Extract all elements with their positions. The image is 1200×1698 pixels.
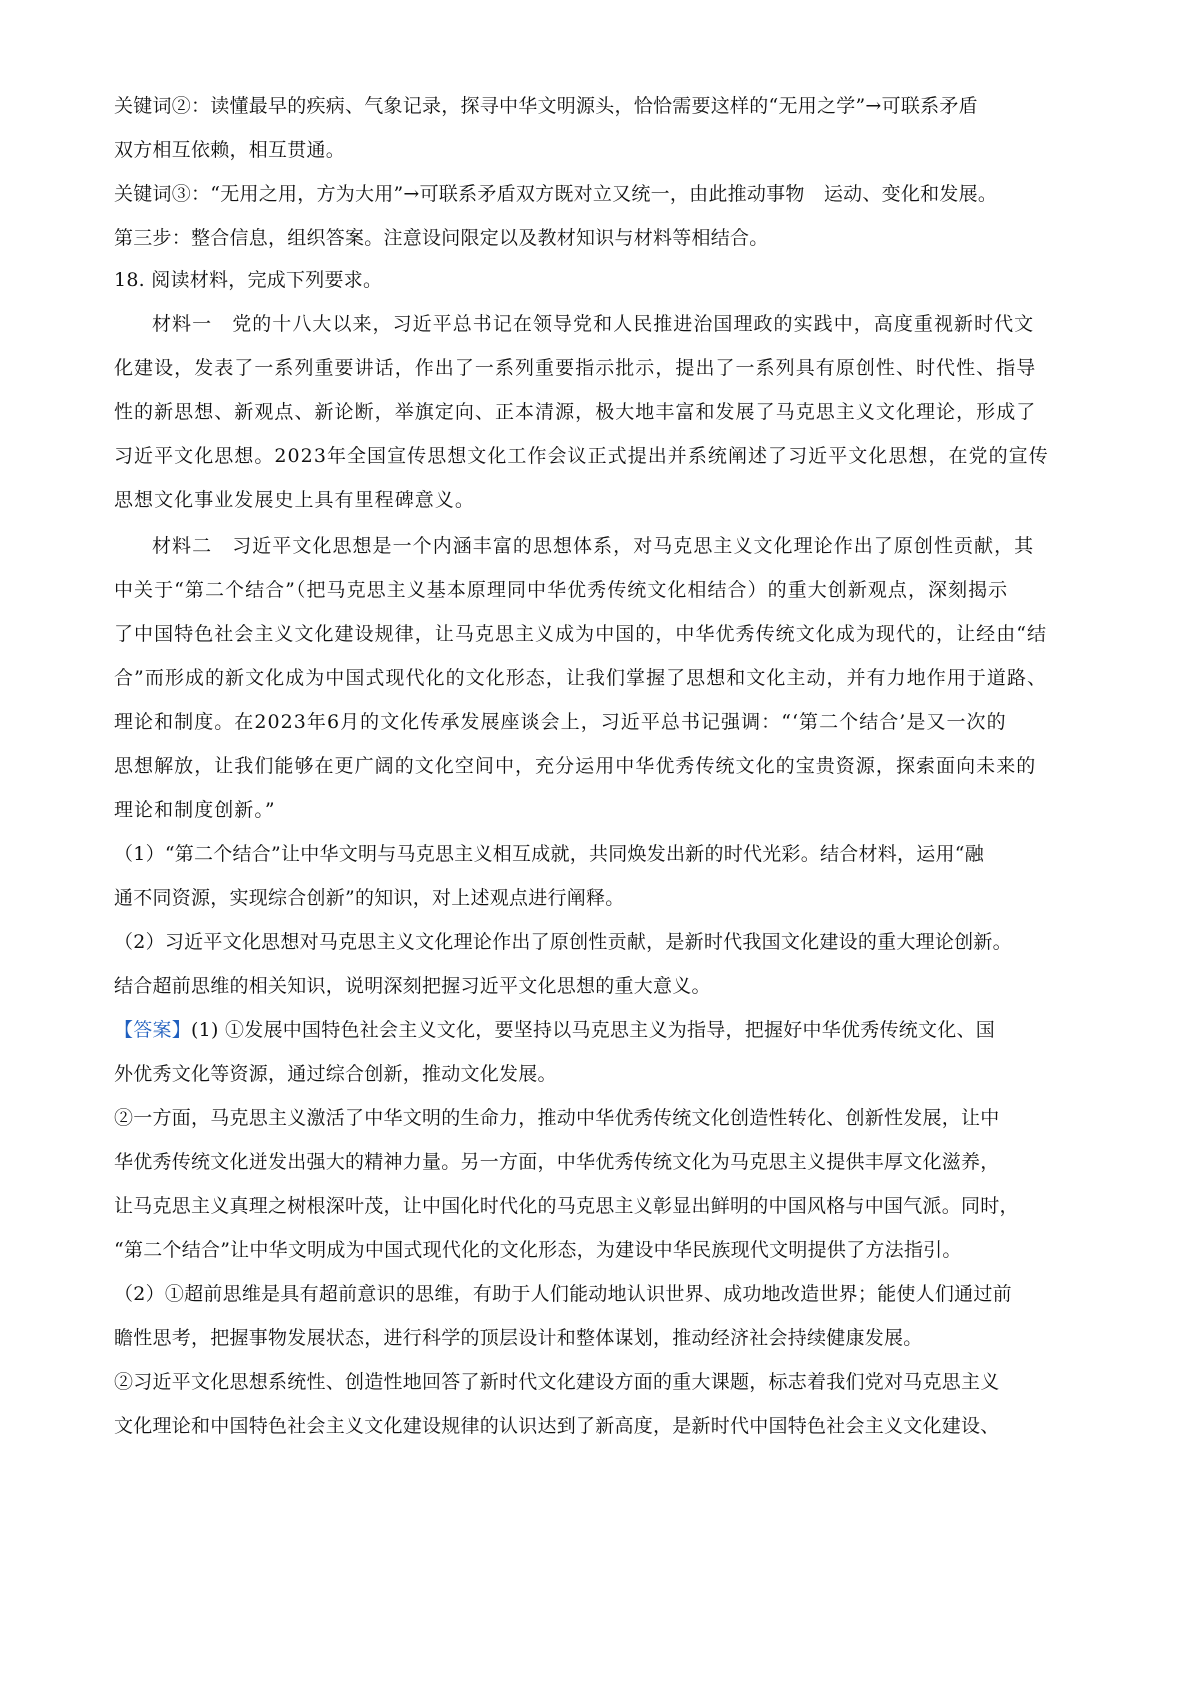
material-2-line: 理论和制度创新。” (114, 799, 276, 821)
material-1-line: 习近平文化思想。2023年全国宣传思想文化工作会议正式提出并系统阐述了习近平文化思想，在党的宣传 (114, 445, 1049, 467)
answer-1-line: ②一方面，马克思主义激活了中华文明的生命力，推动中华优秀传统文化创造性转化、创新性发展，让中 (114, 1107, 1000, 1129)
answer-1-line: 华优秀传统文化迸发出强大的精神力量。另一方面，中华优秀传统文化为马克思主义提供丰厚文化滋养， (114, 1151, 1000, 1173)
answer-tag: 【答案】 (114, 1019, 192, 1041)
material-2-line: 了中国特色社会主义文化建设规律，让马克思主义成为中国的，中华优秀传统文化成为现代的，让经由“结 (114, 623, 1048, 645)
material-2-line: 材料二 习近平文化思想是一个内涵丰富的思想体系，对马克思主义文化理论作出了原创性贡献，其 (152, 535, 1035, 557)
step-3: 第三步：整合信息，组织答案。注意设问限定以及教材知识与材料等相结合。 (114, 227, 769, 249)
answer-2-line: 瞻性思考，把握事物发展状态，进行科学的顶层设计和整体谋划，推动经济社会持续健康发展。 (114, 1327, 923, 1349)
material-1-line: 材料一 党的十八大以来，习近平总书记在领导党和人民推进治国理政的实践中，高度重视新时代文 (152, 313, 1035, 335)
sub-question-2-line: 结合超前思维的相关知识，说明深刻把握习近平文化思想的重大意义。 (114, 975, 711, 997)
answer-1-line: 让马克思主义真理之树根深叶茂，让中国化时代化的马克思主义彰显出鲜明的中国风格与中国气派。同时， (114, 1195, 1019, 1217)
material-1-line: 性的新思想、新观点、新论断，举旗定向、正本清源，极大地丰富和发展了马克思主义文化理论，形成了 (114, 401, 1037, 423)
material-1-line: 化建设，发表了一系列重要讲话，作出了一系列重要指示批示，提出了一系列具有原创性、时代性、指导 (114, 357, 1037, 379)
material-2-line: 理论和制度。在2023年6月的文化传承发展座谈会上，习近平总书记强调：“‘第二个结合’是又一次的 (114, 711, 1007, 733)
answer-2-line: （2）①超前思维是具有超前意识的思维，有助于人们能动地认识世界、成功地改造世界；能使人们通过前 (114, 1283, 1012, 1305)
answer-1-line: 外优秀文化等资源，通过综合创新，推动文化发展。 (114, 1063, 557, 1085)
material-2-line: 思想解放，让我们能够在更广阔的文化空间中，充分运用中华优秀传统文化的宝贵资源，探索面向未来的 (114, 755, 1037, 777)
sub-question-1-line: 通不同资源，实现综合创新”的知识，对上述观点进行阐释。 (114, 887, 625, 909)
answer-line-1 (114, 1016, 1104, 1044)
question-18-stem: 18. 阅读材料，完成下列要求。 (114, 269, 383, 291)
sub-question-2-line: （2）习近平文化思想对马克思主义文化理论作出了原创性贡献，是新时代我国文化建设的重大理论创新。 (114, 931, 1012, 953)
answer-2-line: 文化理论和中国特色社会主义文化建设规律的认识达到了新高度，是新时代中国特色社会主义文化建设、 (114, 1415, 1000, 1437)
answer-2-line: ②习近平文化思想系统性、创造性地回答了新时代文化建设方面的重大课题，标志着我们党对马克思主义 (114, 1371, 1000, 1393)
keyword-2-line-1: 关键词②：读懂最早的疾病、气象记录，探寻中华文明源头，恰恰需要这样的“无用之学”→可联系矛盾 (114, 95, 978, 117)
answer-1-line: “第二个结合”让中华文明成为中国式现代化的文化形态，为建设中华民族现代文明提供了方法指引。 (114, 1239, 962, 1261)
material-1-line: 思想文化事业发展史上具有里程碑意义。 (114, 489, 475, 511)
keyword-3: 关键词③：“无用之用，方为大用”→可联系矛盾双方既对立又统一，由此推动事物 运动、变化和发展。 (114, 183, 998, 205)
keyword-2-line-2: 双方相互依赖，相互贯通。 (114, 139, 346, 161)
sub-question-1-line: （1）“第二个结合”让中华文明与马克思主义相互成就，共同焕发出新的时代光彩。结合材料，运用“融 (114, 843, 984, 865)
material-2-line: 中关于“第二个结合”（把马克思主义基本原理同中华优秀传统文化相结合）的重大创新观点，深刻揭示 (114, 579, 1009, 601)
answer-1-first-line: (1) ①发展中国特色社会主义文化，要坚持以马克思主义为指导，把握好中华优秀传统文化、国 (191, 1019, 995, 1041)
material-2-line: 合”而形成的新文化成为中国式现代化的文化形态，让我们掌握了思想和文化主动，并有力地作用于道路、 (114, 667, 1048, 689)
